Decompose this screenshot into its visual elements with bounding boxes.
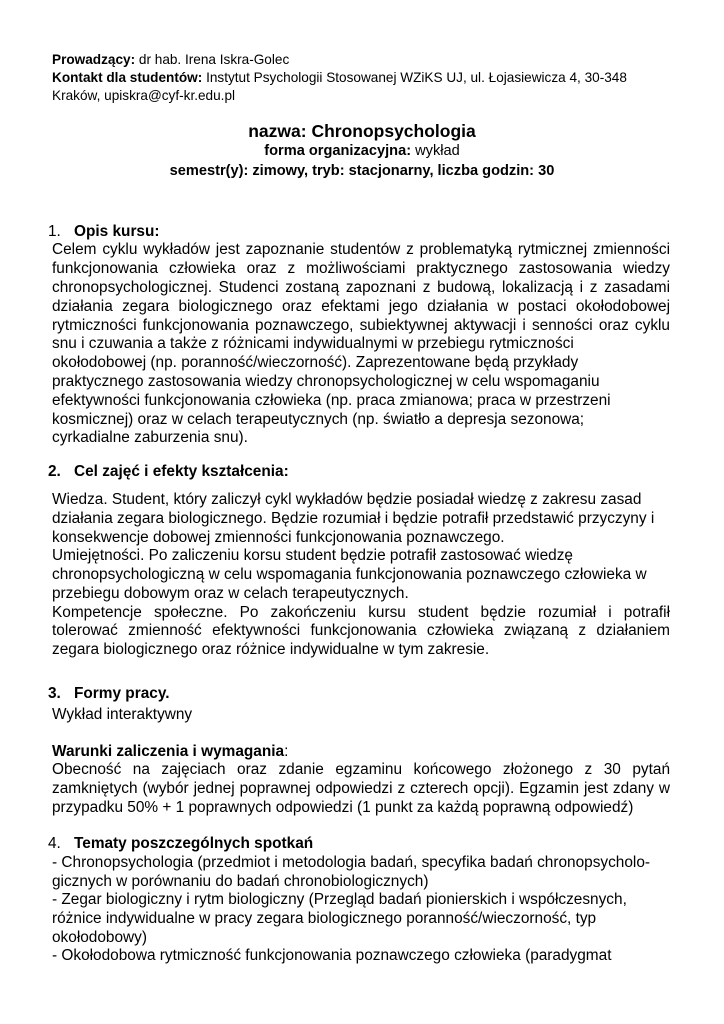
lecturer-line — [52, 51, 692, 69]
contact-line — [52, 69, 692, 87]
section4-number: 4. — [48, 835, 61, 852]
section1-line: snu i czuwania a także z różnicami indywidualnymi w przebiegu rytmiczności — [52, 335, 574, 352]
lecturer-value: dr hab. Irena Iskra-Golec — [138, 52, 290, 67]
section3-heading: Formy pracy. — [74, 685, 170, 702]
section1-heading: Opis kursu: — [74, 223, 160, 240]
section4-heading: Tematy poszczególnych spotkań — [74, 835, 314, 852]
requirements-line: przypadku 50% + 1 poprawnych odpowiedzi (1 punkt za każdą poprawną odpowiedź) — [52, 799, 634, 816]
section2-line: Kompetencje społeczne. Po zakończeniu kursu student będzie rozumiał i potrafił — [52, 604, 670, 621]
section2-line: Umiejętności. Po zaliczeniu korsu student będzie potrafił zastosować wiedzę — [52, 547, 573, 564]
section1-line: praktycznego zastosowania wiedzy chronopsychologicznej w celu wspomaganiu — [52, 373, 600, 390]
section1-line: rytmiczności funkcjonowania poznawczego, subiektywnej aktywacji i senności oraz cyklu — [52, 317, 670, 334]
course-form — [0, 143, 724, 159]
section2-line: zegara biologicznego oraz różnice indywidualne w tym zakresie. — [52, 641, 490, 658]
section4-line: - Chronopsychologia (przedmiot i metodologia badań, specyfika badań chronopsycholo- — [52, 854, 651, 871]
section3-value: Wykład interaktywny — [52, 706, 193, 723]
requirements-line: Obecność na zajęciach oraz zdanie egzaminu końcowego złożonego z 30 pytań — [52, 761, 670, 778]
section1-line: działania zegara biologicznego oraz efektami jego działania w postaci okołodobowej — [52, 298, 670, 315]
section3-number: 3. — [48, 685, 61, 702]
requirements-heading: Warunki zaliczenia i wymagania — [52, 743, 285, 760]
section1-line: cyrkadialne zaburzenia snu). — [52, 429, 248, 446]
section1-line: efektywności funkcjonowania człowieka (np. praca zmianowa; praca w przestrzeni — [52, 392, 611, 409]
section1-line: okołodobowej (np. poranność/wieczorność). Zaprezentowane będą przykłady — [52, 354, 579, 371]
course-title: nazwa: Chronopsychologia — [248, 121, 476, 141]
section1-line: chronopsychologicznej. Studenci zostaną zapoznani z budową, lokalizacją i z zasadami — [52, 279, 670, 296]
section4-line: - Okołodobowa rytmiczność funkcjonowania poznawczego człowieka (paradygmat — [52, 947, 612, 964]
section1-line: kosmicznej) oraz w celach terapeutycznych (np. światło a depresja sezonowa; — [52, 411, 585, 428]
course-semester: semestr(y): zimowy, tryb: stacjonarny, liczba godzin: 30 — [169, 163, 555, 179]
section4-line: różnice indywidualne w pracy zegara biologicznego poranność/wieczorność, typ — [52, 910, 597, 927]
course-form-label: forma organizacyjna: — [264, 143, 412, 159]
section2-line: Wiedza. Student, który zaliczył cykl wykładów będzie posiadał wiedzę z zakresu zasad — [52, 491, 642, 508]
section2-heading: Cel zajęć i efekty kształcenia: — [74, 463, 289, 480]
course-form-value: wykład — [415, 143, 460, 159]
section4-line: gicznych w porównaniu do badań chronobiologicznych) — [52, 873, 429, 890]
section4-line: okołodobowy) — [52, 929, 147, 946]
contact-label: Kontakt dla studentów: — [52, 70, 203, 85]
requirements-line: zamkniętych (wybór jednej poprawnej odpowiedzi z czterech opcji). Egzamin jest zdany w — [52, 780, 670, 797]
section2-line: działania zegara biologicznego. Będzie rozumiał i będzie potrafił przedstawić przyczyny i — [52, 510, 655, 527]
section2-line: chronopsychologiczną w celu wspomagania funkcjonowania poznawczego człowieka w — [52, 566, 647, 583]
section2-line: przebiegu dobowym oraz w celach terapeutycznych. — [52, 585, 409, 602]
requirements-heading-line — [52, 742, 288, 761]
contact-line-2 — [52, 87, 692, 105]
section1-line: Celem cyklu wykładów jest zapoznanie studentów z problematyką rytmicznej zmienności — [52, 241, 670, 258]
section2-number: 2. — [48, 463, 61, 480]
lecturer-label: Prowadzący: — [52, 52, 136, 67]
section1-line: funkcjonowania człowieka oraz z możliwościami praktycznego zastosowania wiedzy — [52, 260, 670, 277]
section2-line: tolerować zmienność efektywności funkcjonowania człowieka związaną z działaniem — [52, 622, 670, 639]
contact-value-1: Instytut Psychologii Stosowanej WZiKS UJ, ul. Łojasiewicza 4, 30-348 — [206, 70, 627, 85]
requirements-colon: : — [284, 743, 289, 760]
section2-line: konsekwencje dobowej zmienności funkcjonowania poznawczego. — [52, 529, 505, 546]
section1-number: 1. — [48, 223, 61, 240]
contact-value-2: Kraków, upiskra@cyf-kr.edu.pl — [52, 88, 236, 103]
section4-line: - Zegar biologiczny i rytm biologiczny (Przegląd badań pionierskich i współczesnych, — [52, 891, 627, 908]
